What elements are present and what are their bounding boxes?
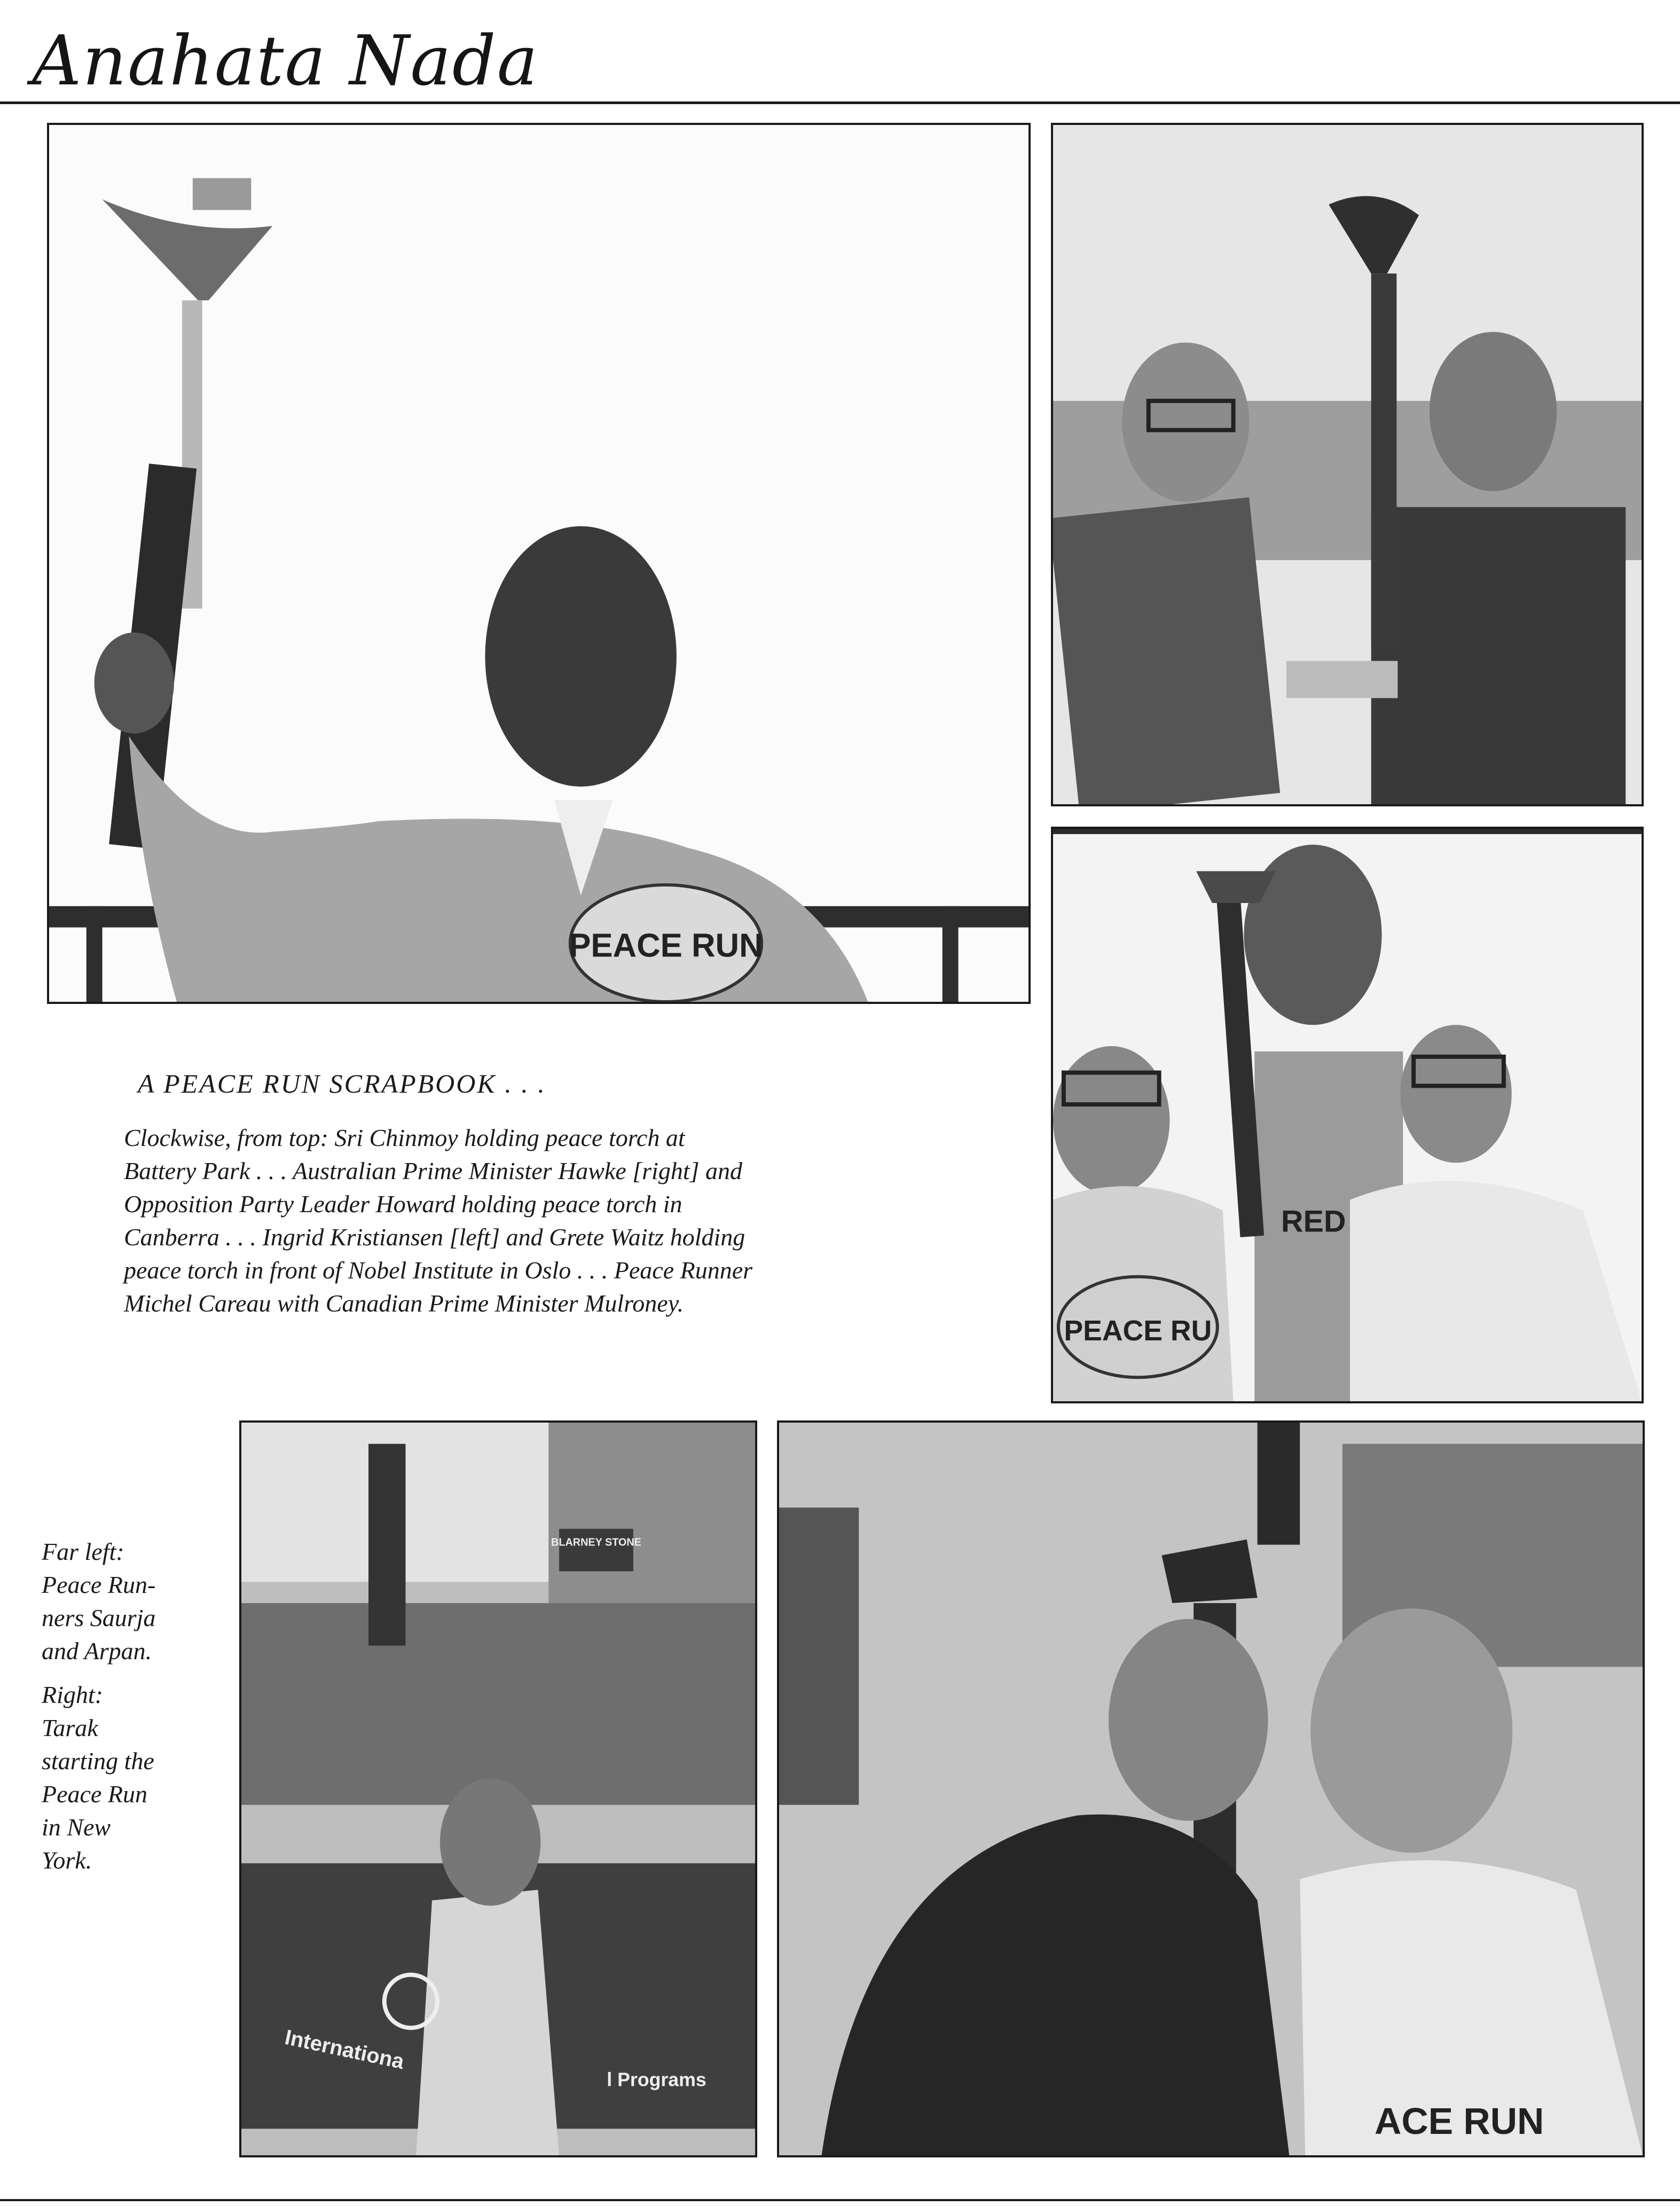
side-caption-right: Right: Tarak starting the Peace Run in New York. xyxy=(42,1681,154,1874)
banner-text: Internationa xyxy=(282,2025,406,2074)
peace-run-shirt-emblem-2 xyxy=(1058,1277,1218,1378)
photo-kristiansen-waitz-oslo xyxy=(1051,827,1644,1403)
page-bottom-rule xyxy=(0,2199,1680,2201)
peace-run-shirt-emblem xyxy=(569,885,763,1002)
side-caption xyxy=(42,1535,202,1877)
street-sign-text: BLARNEY STONE xyxy=(551,1536,641,1549)
banner-text-2: l Programs xyxy=(607,2069,706,2091)
masthead-rule xyxy=(0,101,1680,104)
caption-body: Clockwise, from top: Sri Chinmoy holding peace torch at Battery Park . . . Australian Prime Minister Hawke [right] and Opposition Party Leader Howard holding peace torch in Canberra . . . Ingrid Kristiansen [left] and Grete Waitz holding peace torch in front of Nobel Institute in Oslo . . . Peace Runner Michel Careau with Canadian Prime Minister Mulroney. xyxy=(124,1124,753,1317)
photo-sri-chinmoy-torch xyxy=(47,123,1031,1004)
masthead-title: Anahata Nada xyxy=(32,21,539,101)
photo-tarak-new-york xyxy=(777,1420,1645,2157)
shirt-emblem-text: PEACE RUN xyxy=(569,927,763,964)
nobel-plinth-lettering: RED xyxy=(1281,1204,1346,1239)
shirt-emblem-text-2: PEACE RU xyxy=(1064,1314,1212,1347)
caption-heading: A PEACE RUN SCRAPBOOK . . . xyxy=(138,1069,546,1098)
photo-hawke-howard-canberra xyxy=(1051,123,1644,806)
shirt-emblem-text-3: ACE RUN xyxy=(1375,2100,1544,2142)
photo-saurja-arpan xyxy=(239,1420,757,2157)
side-caption-far-left: Far left: Peace Run- ners Saurja and Arpan. xyxy=(42,1538,156,1665)
